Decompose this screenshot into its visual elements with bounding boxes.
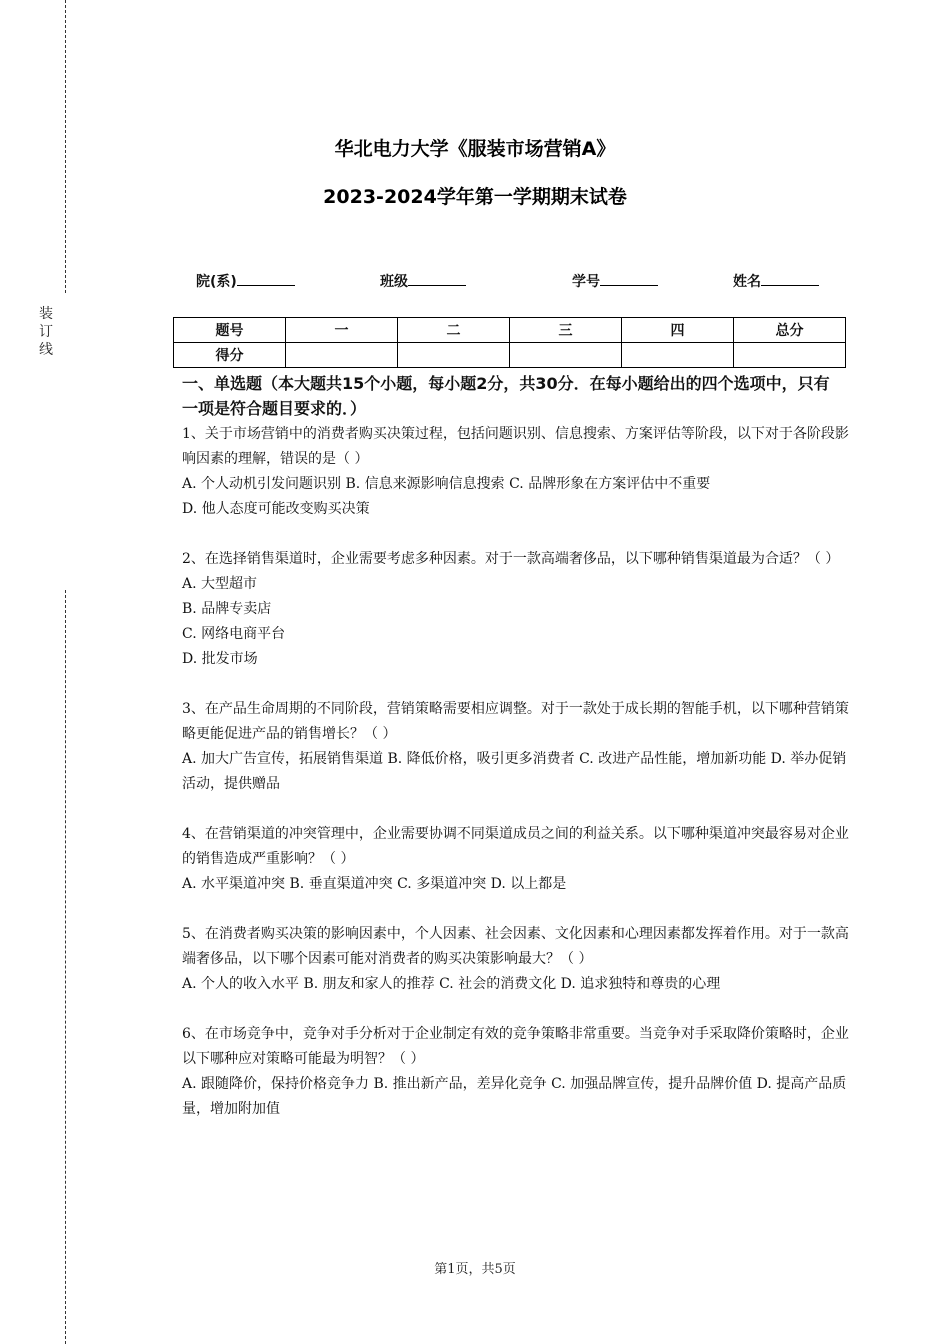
question-option: D. 批发市场 — [182, 651, 258, 667]
binding-char: 订 — [39, 324, 53, 340]
question-option: A. 个人动机引发问题识别 B. 信息来源影响信息搜索 C. 品牌形象在方案评估中不重要 — [182, 476, 711, 492]
score-table-header-cell: 四 — [622, 318, 734, 343]
score-table-score-row — [174, 343, 846, 368]
question-option: A. 水平渠道冲突 B. 垂直渠道冲突 C. 多渠道冲突 D. 以上都是 — [182, 876, 567, 892]
question-option: A. 跟随降价，保持价格竞争力 B. 推出新产品，差异化竞争 C. 加强品牌宣传，提升品牌价值 D. 提高产品质量，增加附加值 — [182, 1076, 847, 1117]
info-field-student-id — [572, 270, 658, 291]
score-table — [173, 317, 846, 368]
question-stem: 4、在营销渠道的冲突管理中，企业需要协调不同渠道成员之间的利益关系。以下哪种渠道冲突最容易对企业的销售造成严重影响？（ ） — [182, 826, 849, 867]
question-option: A. 个人的收入水平 B. 朋友和家人的推荐 C. 社会的消费文化 D. 追求独特和尊贵的心理 — [182, 976, 721, 992]
info-field-label: 院(系) — [196, 274, 237, 290]
question-option: B. 品牌专卖店 — [182, 601, 272, 617]
info-field-blank — [761, 270, 819, 286]
section-heading: 一、单选题（本大题共15个小题，每小题2分，共30分．在每小题给出的四个选项中，只有一项是符合题目要求的．） — [182, 374, 830, 418]
info-field-blank — [600, 270, 658, 286]
question-item — [182, 422, 850, 522]
score-table-header-cell: 一 — [286, 318, 398, 343]
question-item — [182, 822, 850, 897]
page-number: 第1页，共5页 — [434, 1262, 516, 1277]
info-field-department — [196, 270, 295, 291]
score-cell — [398, 343, 510, 368]
score-table-header-cell: 三 — [510, 318, 622, 343]
exam-title-line1: 华北电力大学《服装市场营销A》 — [334, 138, 616, 160]
info-field-name — [733, 270, 819, 291]
question-item — [182, 1022, 850, 1122]
binding-char: 线 — [39, 342, 53, 358]
question-item — [182, 922, 850, 997]
exam-title-line2: 2023-2024学年第一学期期末试卷 — [323, 186, 627, 208]
score-cell — [622, 343, 734, 368]
student-info-row — [0, 270, 950, 292]
info-field-label: 班级 — [380, 274, 408, 290]
question-stem: 3、在产品生命周期的不同阶段，营销策略需要相应调整。对于一款处于成长期的智能手机，以下哪种营销策略更能促进产品的销售增长？（ ） — [182, 701, 849, 742]
binding-char: 装 — [39, 306, 53, 322]
score-table-header-cell: 题号 — [174, 318, 286, 343]
score-cell — [510, 343, 622, 368]
question-option: A. 加大广告宣传，拓展销售渠道 B. 降低价格，吸引更多消费者 C. 改进产品性能，增加新功能 D. 举办促销活动，提供赠品 — [182, 751, 847, 792]
score-cell — [286, 343, 398, 368]
question-stem: 2、在选择销售渠道时，企业需要考虑多种因素。对于一款高端奢侈品，以下哪种销售渠道最为合适？（ ） — [182, 551, 840, 567]
score-table-header-cell: 二 — [398, 318, 510, 343]
info-field-class — [380, 270, 466, 291]
question-stem: 6、在市场竞争中，竞争对手分析对于企业制定有效的竞争策略非常重要。当竞争对手采取降价策略时，企业以下哪种应对策略可能最为明智？（ ） — [182, 1026, 849, 1067]
score-table-header-row — [174, 318, 846, 343]
question-list — [182, 422, 850, 1147]
question-stem: 5、在消费者购买决策的影响因素中，个人因素、社会因素、文化因素和心理因素都发挥着作用。对于一款高端奢侈品，以下哪个因素可能对消费者的购买决策影响最大？（ ） — [182, 926, 849, 967]
question-item — [182, 547, 850, 672]
info-field-label: 学号 — [572, 274, 600, 290]
question-option: A. 大型超市 — [182, 576, 258, 592]
info-field-blank — [408, 270, 466, 286]
info-field-blank — [237, 270, 295, 286]
score-table-header-cell: 总分 — [734, 318, 846, 343]
info-field-label: 姓名 — [733, 274, 761, 290]
score-table-score-label: 得分 — [174, 343, 286, 368]
score-cell — [734, 343, 846, 368]
question-item — [182, 697, 850, 797]
question-option: D. 他人态度可能改变购买决策 — [182, 501, 370, 517]
binding-line-label — [36, 305, 56, 359]
binding-dashed-line-bottom — [65, 590, 66, 1344]
question-option: C. 网络电商平台 — [182, 626, 286, 642]
question-stem: 1、关于市场营销中的消费者购买决策过程，包括问题识别、信息搜索、方案评估等阶段，以下对于各阶段影响因素的理解，错误的是（ ） — [182, 426, 849, 467]
